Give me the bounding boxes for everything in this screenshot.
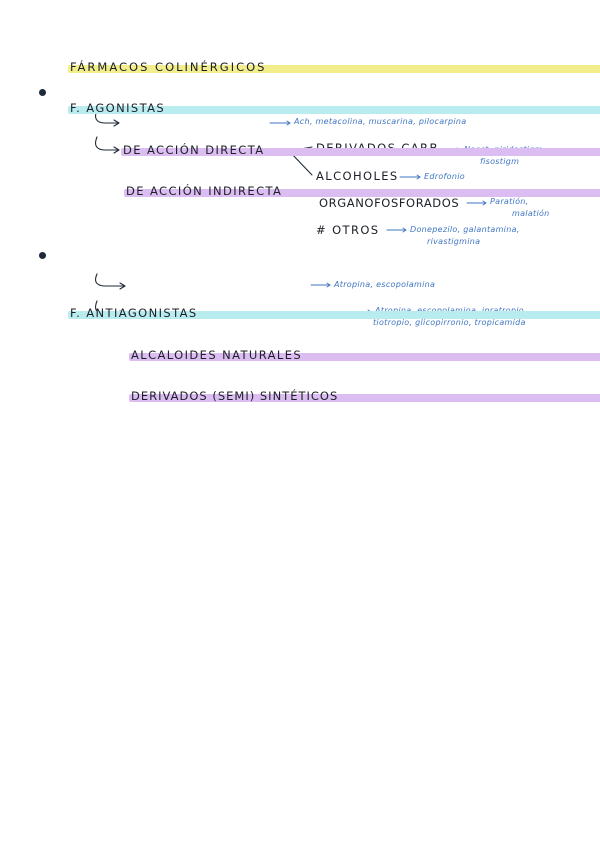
examples-alcaloides-naturales: Atropina, escopolamina	[334, 280, 436, 289]
examples-organofosforados-2: malatión	[512, 209, 550, 218]
examples-derivados-carb-1: Neost, piridostigm,	[464, 145, 546, 154]
heading-antagonistas: F. ANTIAGONISTAS	[70, 306, 600, 320]
examples-otros-1: Donepezilo, galantamina,	[410, 225, 520, 234]
arrow-antag-alcaloides	[96, 274, 124, 286]
label-organofosforados: ORGANOFOSFORADOS	[319, 196, 460, 210]
label-accion-indirecta: DE ACCIÓN INDIRECTA	[126, 184, 600, 198]
label-otros: # OTROS	[316, 223, 380, 237]
heading-agonistas: F. AGONISTAS	[70, 101, 600, 115]
bullet-agonistas	[39, 89, 46, 96]
bullet-antagonistas	[39, 252, 46, 259]
examples-alcoholes: Edrofonio	[424, 172, 465, 181]
label-derivados-sinteticos: DERIVADOS (SEMI) SINTÉTICOS	[131, 389, 600, 403]
label-accion-directa: DE ACCIÓN DIRECTA	[123, 143, 600, 157]
label-alcaloides-naturales: ALCALOIDES NATURALES	[131, 348, 600, 362]
arrow-agonistas-indirecta	[96, 137, 118, 150]
examples-otros-2: rivastigmina	[427, 237, 481, 246]
examples-organofosforados-1: Paratión,	[490, 197, 529, 206]
examples-derivados-carb-2: fisostigm	[480, 157, 520, 166]
label-alcoholes: ALCOHOLES	[316, 169, 399, 183]
examples-derivados-sinteticos-2: tiotropio, glicopirronio, tropicamida	[373, 318, 526, 327]
examples-derivados-sinteticos-1: Atropina, escopolamina, ipratropio,	[375, 306, 527, 315]
page-title: FÁRMACOS COLINÉRGICOS	[70, 60, 600, 74]
label-derivados-carb: DERIVADOS CARB.	[316, 141, 444, 155]
examples-accion-directa: Ach, metacolina, muscarina, pilocarpina	[294, 117, 467, 126]
